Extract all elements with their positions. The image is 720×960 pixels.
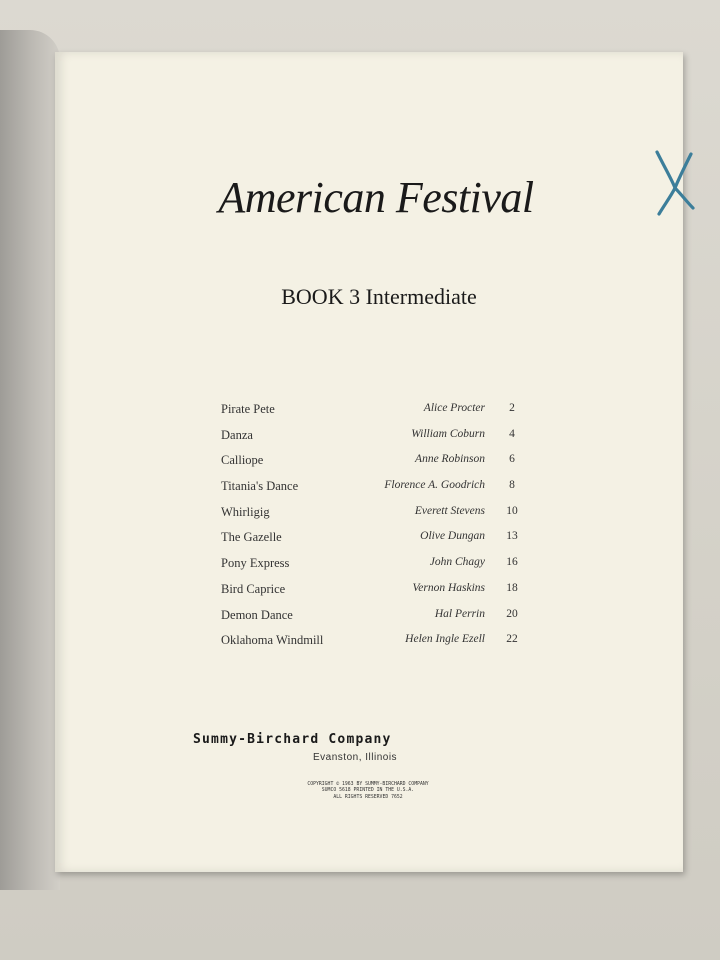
- toc-row: [221, 556, 521, 582]
- toc-row: [221, 402, 521, 428]
- publisher-city: Evanston, Illinois: [313, 752, 398, 763]
- copyright-line: ALL RIGHTS RESERVED 7652: [333, 794, 403, 800]
- piece-page: 2: [509, 402, 515, 414]
- toc-row: [221, 453, 521, 479]
- toc-row: [221, 479, 521, 505]
- publisher-name: Summy-Birchard Company: [193, 732, 392, 747]
- piece-composer: Florence A. Goodrich: [384, 479, 485, 492]
- toc-row: [221, 505, 521, 531]
- piece-page: 13: [506, 530, 518, 543]
- piece-title: The Gazelle: [221, 530, 282, 545]
- table-of-contents: [221, 402, 521, 659]
- piece-title: Danza: [221, 427, 253, 442]
- piece-page: 20: [506, 607, 518, 620]
- piece-composer: Alice Procter: [423, 402, 485, 414]
- piece-page: 4: [509, 427, 515, 440]
- piece-page: 10: [506, 504, 518, 517]
- toc-row: [221, 428, 521, 454]
- piece-composer: Vernon Haskins: [412, 581, 485, 594]
- book-title: American Festival: [218, 173, 534, 222]
- piece-title: Demon Dance: [221, 607, 293, 622]
- piece-composer: John Chagy: [429, 556, 485, 569]
- piece-title: Whirligig: [221, 504, 270, 519]
- copyright-line: SUMCO 5618 PRINTED IN THE U.S.A.: [321, 788, 415, 794]
- piece-title: Titania's Dance: [221, 479, 299, 494]
- piece-page: 16: [506, 556, 518, 569]
- piece-page: 8: [509, 479, 515, 492]
- piece-page: 6: [509, 453, 515, 466]
- piece-composer: Hal Perrin: [434, 607, 485, 620]
- title-page: [55, 52, 683, 872]
- copyright-line: COPYRIGHT © 1963 BY SUMMY-BIRCHARD COMPANY: [307, 782, 429, 787]
- book-subtitle: BOOK 3 Intermediate: [281, 284, 477, 309]
- piece-title: Calliope: [221, 453, 264, 468]
- copyright-notice: [283, 782, 453, 801]
- piece-page: 22: [506, 633, 518, 646]
- toc-row: [221, 608, 521, 634]
- book-spine-shadow: [0, 30, 60, 890]
- piece-title: Oklahoma Windmill: [221, 633, 324, 648]
- toc-row: [221, 633, 521, 659]
- piece-title: Bird Caprice: [221, 581, 286, 596]
- toc-row: [221, 582, 521, 608]
- piece-title: Pony Express: [221, 556, 290, 571]
- piece-page: 18: [506, 581, 518, 594]
- piece-composer: Everett Stevens: [414, 504, 485, 517]
- piece-title: Pirate Pete: [221, 402, 275, 416]
- piece-composer: William Coburn: [411, 427, 485, 440]
- toc-row: [221, 530, 521, 556]
- piece-composer: Anne Robinson: [415, 453, 485, 466]
- piece-composer: Olive Dungan: [420, 530, 485, 543]
- piece-composer: Helen Ingle Ezell: [405, 633, 485, 646]
